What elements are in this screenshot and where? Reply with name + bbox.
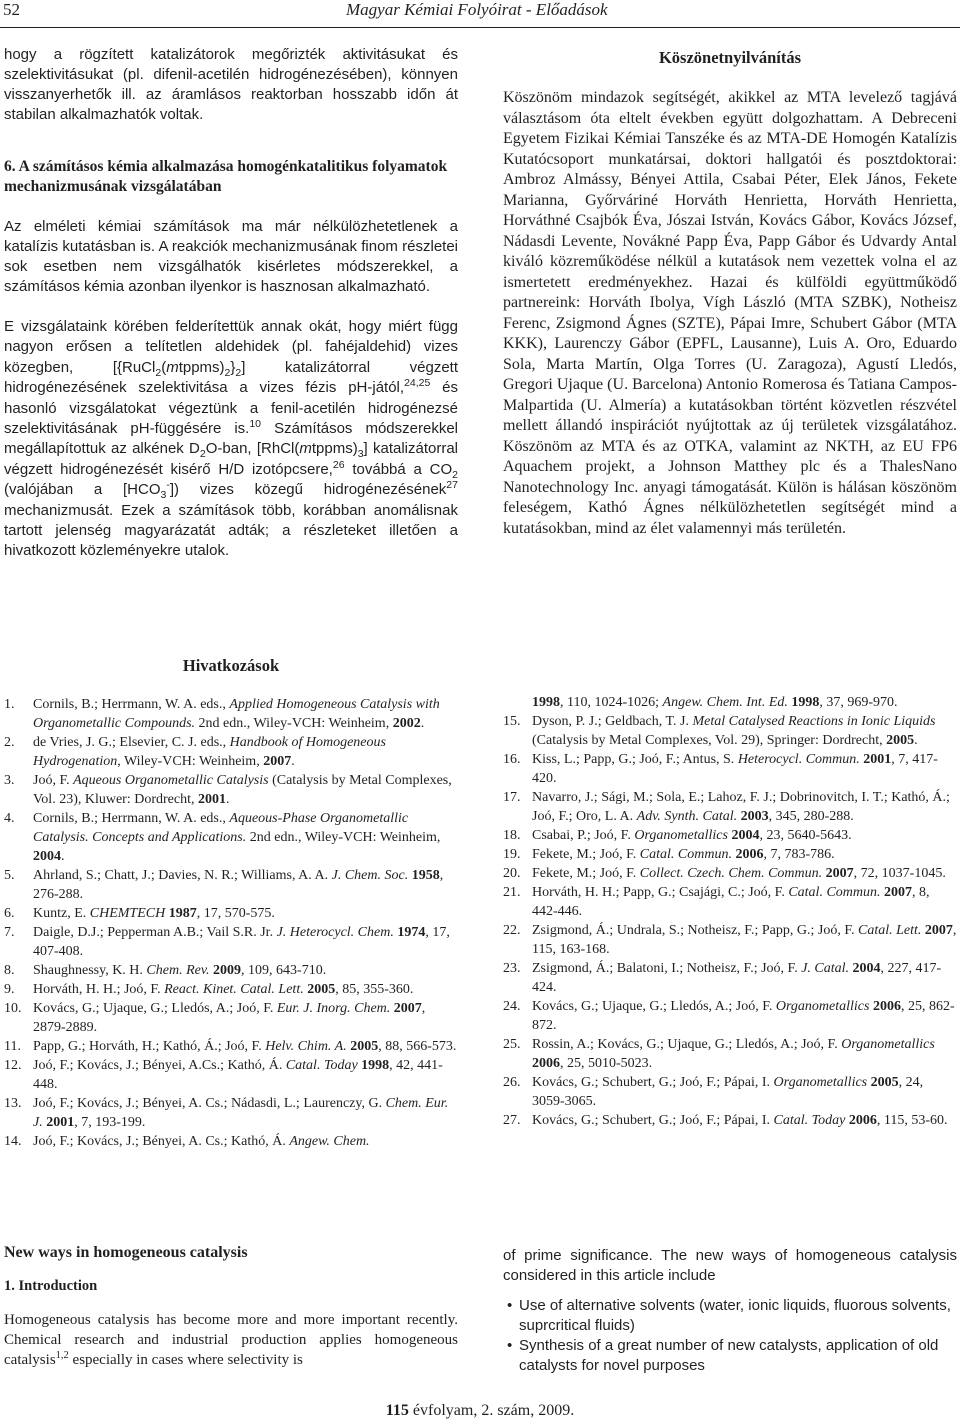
references-right: [503, 693, 957, 1130]
reference-item: [4, 771, 458, 809]
page-number: 52: [3, 0, 20, 19]
journal-title: Magyar Kémiai Folyóirat - Előadások: [346, 0, 608, 19]
reference-number: 25.: [503, 1037, 521, 1052]
reference-text: Zsigmond, Á.; Balatoni, I.; Notheisz, F.; Joó, F. J. Catal. 2004, 227, 417-424.: [532, 961, 942, 995]
reference-item: [4, 980, 458, 999]
introduction-paragraph: Homogeneous catalysis has become more and more important recently. Chemical research and industrial production applies homogeneous catalysis$^{1,2}$ especially in cases where selectivity is: [4, 1312, 458, 1368]
reference-number: 19.: [503, 847, 521, 862]
reference-number: 8.: [4, 963, 15, 978]
reference-number: 23.: [503, 961, 521, 976]
reference-item: [4, 733, 458, 771]
reference-text: Csabai, P.; Joó, F. Organometallics 2004, 23, 5640-5643.: [532, 828, 852, 843]
reference-number: 26.: [503, 1075, 521, 1090]
reference-text: Navarro, J.; Sági, M.; Sola, E.; Lahoz, F. J.; Dobrinovitch, I. T.; Kathó, Á.; Joó, F.; Oro, L. A. Adv. Synth. Catal. 2003, 345, 280-288.: [532, 790, 950, 824]
reference-item: [503, 883, 957, 921]
page-footer: [0, 1402, 960, 1420]
reference-item: [4, 1094, 458, 1132]
bullet-item: [507, 1336, 957, 1376]
reference-text: Daigle, D.J.; Pepperman A.B.; Vail S.R. Jr. J. Heterocycl. Chem. 1974, 17, 407-408.: [33, 925, 450, 959]
reference-number: 14.: [4, 1134, 22, 1149]
reference-number: 5.: [4, 868, 15, 883]
reference-number: 20.: [503, 866, 521, 881]
acknowledgements-text: Köszönöm mindazok segítségét, akikkel az MTA levelező tagjává választásom óta eltelt években együtt dolgozhattam. A Debreceni Egyetem Fizikai Kémiai Tanszéke és az MTA-DE Homogén Katalízis Kutatócsoport munkatársai, doktori hallgatói és posztdoktorai: Ambroz Almássy, Bényei Attila, Csabai Péter, Elek János, Fekete Marianna, Győrváriné Horváth Henrietta, Horváth Henrietta, Horváthné Csajbók Éva, Jószai István, Kovács Gábor, Kovács József, Nádasdi Levente, Novákné Papp Éva, Papp Gábor és Udvardy Antal kiváló közreműködése nélkül a kutatások nem vezettek volna el az ismertetett eredményekhez. Hazai és külföldi együttműködő partnereink: Horváth Ibolya, Vígh László (MTA SZBK), Notheisz Ferenc, Zsigmond Ágnes (SZTE), Pápai Imre, Schubert Gábor (MTA KKK), Laurenczy Gábor (EPFL, Lausanne), Luis A. Oro, Eduardo Sola, Marta Martín, Olga Torres (U. Zaragoza), Agustí Lledós, Gregori Ujaque (U. Barcelona) Antonio Romerosa és Tatiana Campos-Malpartida (U. Almería) a kutatásokban történt közvetlen részvétel mellett állandó inspirációt nyújtottak az új területek vizsgálatához. Köszönöm az MTA és az OTKA, valamint az NKTH, az EU FP6 Aquachem projekt, a Johnson Matthey plc és a ThalesNano Nanotechnology Inc. anyagi támogatását. Külön is hálásan köszönöm feleségem, Kathó Ágnes nélkülözhetetlen segítségét mind a kutatásokban, mind az élet valamennyi más területén.: [503, 89, 957, 537]
reference-text: Kovács, G.; Ujaque, G.; Lledós, A.; Joó, F. Organometallics 2006, 25, 862-872.: [532, 999, 955, 1033]
page-header: [0, 0, 960, 32]
reference-text: Joó, F.; Kovács, J.; Bényei, A. Cs.; Nádasdi, L.; Laurenczy, G. Chem. Eur. J. 2001, 7, 193-199.: [33, 1096, 449, 1130]
reference-item: [503, 1111, 957, 1130]
reference-text: Papp, G.; Horváth, H.; Kathó, Á.; Joó, F. Helv. Chim. A. 2005, 88, 566-573.: [33, 1039, 457, 1054]
references-title: Hivatkozások: [182, 656, 280, 675]
acknowledgements-title: Köszönetnyilvánítás: [658, 48, 802, 67]
intro-paragraph: hogy a rögzített katalizátorok megőrizték aktivitásukat és szelektivitásukat (pl. difenil-acetilén hidrogénezésében), könnyen visszanyerhetők ill. az áramlásos reaktorban hosszabb időn át stabilan alkalmazhatók voltak.: [4, 46, 458, 123]
reference-item: [4, 1132, 458, 1151]
reference-text: Ahrland, S.; Chatt, J.; Davies, N. R.; Williams, A. A. J. Chem. Soc. 1958, 276-288.: [33, 868, 444, 902]
references-header: [4, 656, 458, 676]
reference-text: Horváth, H. H.; Papp, G.; Csajági, C.; Joó, F. Catal. Commun. 2007, 8, 442-446.: [532, 885, 930, 919]
reference-text: Rossin, A.; Kovács, G.; Ujaque, G.; Lledós, A.; Joó, F. Organometallics 2006, 25, 5010-5023.: [532, 1037, 935, 1071]
reference-14-continuation: 1998, 110, 1024-1026; Angew. Chem. Int. Ed. 1998, 37, 969-970.: [532, 695, 898, 710]
bullet-icon: •: [507, 1297, 513, 1314]
reference-number: 3.: [4, 773, 15, 788]
reference-number: 13.: [4, 1096, 22, 1111]
reference-item: [503, 997, 957, 1035]
section-6-title: 6. A számításos kémia alkalmazása homogénkatalitikus folyamatok mechanizmusának vizsgálatában: [4, 158, 448, 195]
reference-number: 10.: [4, 1001, 22, 1016]
volume-number: 115: [385, 1402, 409, 1419]
references-left: [4, 695, 458, 1151]
reference-text: de Vries, J. G.; Elsevier, C. J. eds., Handbook of Homogeneous Hydrogenation, Wiley-VCH: Weinheim, 2007.: [33, 735, 386, 769]
reference-number: 7.: [4, 925, 15, 940]
english-bullet-list: [503, 1296, 957, 1376]
bullet-icon: •: [507, 1337, 513, 1354]
reference-item: [4, 923, 458, 961]
reference-text: Joó, F.; Kovács, J.; Bényei, A.Cs.; Kathó, Á. Catal. Today 1998, 42, 441-448.: [33, 1058, 443, 1092]
reference-item: [503, 959, 957, 997]
issue-info: évfolyam, 2. szám, 2009.: [408, 1402, 575, 1419]
reference-number: 16.: [503, 752, 521, 767]
reference-item: [503, 1035, 957, 1073]
introduction-heading: 1. Introduction: [4, 1278, 98, 1294]
reference-number: 11.: [4, 1039, 21, 1054]
reference-item: [4, 866, 458, 904]
reference-text: Shaughnessy, K. H. Chem. Rev. 2009, 109, 643-710.: [33, 963, 327, 978]
reference-item: [503, 921, 957, 959]
reference-item: [503, 788, 957, 826]
bullet-text: Use of alternative solvents (water, ionic liquids, fluorous solvents, suprcritical fluids): [519, 1297, 951, 1334]
reference-number: 27.: [503, 1113, 521, 1128]
reference-text: Kovács, G.; Schubert, G.; Joó, F.; Pápai, I. Catal. Today 2006, 115, 53-60.: [532, 1113, 948, 1128]
right-column-acknowledgements: [503, 48, 957, 539]
reference-text: Fekete, M.; Joó, F. Collect. Czech. Chem. Commun. 2007, 72, 1037-1045.: [532, 866, 946, 881]
reference-text: Zsigmond, Á.; Undrala, S.; Notheisz, F.; Papp, G.; Joó, F. Catal. Lett. 2007, 115, 163-168.: [532, 923, 957, 957]
reference-item: [503, 826, 957, 845]
reference-item: [4, 999, 458, 1037]
english-right: [503, 1246, 957, 1376]
left-column-body: [4, 45, 458, 562]
reference-number: 2.: [4, 735, 15, 750]
reference-text: Fekete, M.; Joó, F. Catal. Commun. 2006, 7, 783-786.: [532, 847, 835, 862]
reference-number: 24.: [503, 999, 521, 1014]
reference-item: [4, 695, 458, 733]
bullet-item: [507, 1296, 957, 1336]
reference-item: [4, 1056, 458, 1094]
reference-number: 4.: [4, 811, 15, 826]
reference-item: [503, 845, 957, 864]
reference-number: 21.: [503, 885, 521, 900]
english-title: New ways in homogeneous catalysis: [4, 1244, 248, 1261]
english-right-paragraph: of prime significance. The new ways of homogeneous catalysis considered in this article include: [503, 1247, 957, 1284]
reference-text: Kovács, G.; Ujaque, G.; Lledós, A.; Joó, F. Eur. J. Inorg. Chem. 2007, 2879-2889.: [33, 1001, 426, 1035]
reference-text: Kovács, G.; Schubert, G.; Joó, F.; Pápai, I. Organometallics 2005, 24, 3059-3065.: [532, 1075, 924, 1109]
reference-number: 6.: [4, 906, 15, 921]
reference-text: Joó, F. Aqueous Organometallic Catalysis (Catalysis by Metal Complexes, Vol. 23), Kluwer: Dordrecht, 2001.: [33, 773, 452, 807]
references-list-left: [4, 695, 458, 1151]
english-left: [4, 1243, 458, 1370]
reference-number: 1.: [4, 697, 15, 712]
reference-text: Cornils, B.; Herrmann, W. A. eds., Aqueous-Phase Organometallic Catalysis. Concepts and Applications. 2nd edn., Wiley-VCH: Weinheim, 2004.: [33, 811, 441, 864]
reference-item: [4, 1037, 458, 1056]
reference-item: [503, 1073, 957, 1111]
header-rule: [0, 27, 960, 28]
reference-number: 22.: [503, 923, 521, 938]
reference-text: Kiss, L.; Papp, G.; Joó, F.; Antus, S. Heterocycl. Commun. 2001, 7, 417-420.: [532, 752, 938, 786]
reference-text: Kuntz, E. CHEMTECH 1987, 17, 570-575.: [33, 906, 275, 921]
references-list-right: [503, 712, 957, 1130]
reference-text: Joó, F.; Kovács, J.; Bényei, A. Cs.; Kathó, Á. Angew. Chem.: [33, 1134, 370, 1149]
reference-item: [503, 864, 957, 883]
reference-item: [4, 809, 458, 866]
reference-text: Cornils, B.; Herrmann, W. A. eds., Applied Homogeneous Catalysis with Organometallic Compounds. 2nd edn., Wiley-VCH: Weinheim, 2002.: [33, 697, 440, 731]
reference-item: [503, 750, 957, 788]
reference-number: 9.: [4, 982, 15, 997]
reference-number: 15.: [503, 714, 521, 729]
bullet-text: Synthesis of a great number of new catalysts, application of old catalysts for novel purposes: [519, 1337, 939, 1374]
reference-item: [4, 961, 458, 980]
reference-number: 17.: [503, 790, 521, 805]
section-6-paragraph-2: E vizsgálataink körében felderítettük annak okát, hogy miért függ nagyon erősen a telítetlen aldehidek (pl. fahéjaldehid) vizes közegben, $[\{RuCl_2(mtppms)_2\}_2]$ katalizátorral végzett hidrogénezésének szelektivitása a vizes fézis pH-jától,$^{24,25}$ és hasonló vizsgálatokat végeztünk a fenil-acetilén hidrogénezsé szelektivitásának pH-függésére is.$^{10}$ Számításos módszerekkel megállapítottuk az alkének $D_2O$-ban, $[RhCl(mtppms)_3]$ katalizátorral végzett hidrogénezését kisérő H/D izotópcsere,$^{26}$ továbbá a $CO_2$ (valójában a $[HCO_3^-]$) vizes közegű hidrogénezésének$^{27}$ mechanizmusát. Ezek a számítások több, korábban anomálisnak tartott jelenség magyarázatát adták; a részleteket illetően a hivatkozott közleményekre utalok.: [4, 318, 459, 560]
section-6-paragraph-1: Az elméleti kémiai számítások ma már nélkülözhetetlenek a katalízis kutatásban is. A reakciók mechanizmusának finom részletei sok esetben nem vizsgálhatók kisérletes módszerekkel, a számításos kémia azonban ilyenkor is hasznosan alkalmazható.: [4, 218, 458, 295]
reference-item: [4, 904, 458, 923]
reference-item: [503, 712, 957, 750]
reference-text: Dyson, P. J.; Geldbach, T. J. Metal Catalysed Reactions in Ionic Liquids (Catalysis by Metal Complexes, Vol. 29), Springer: Dordrecht, 2005.: [532, 714, 936, 748]
reference-text: Horváth, H. H.; Joó, F. React. Kinet. Catal. Lett. 2005, 85, 355-360.: [33, 982, 414, 997]
reference-number: 12.: [4, 1058, 22, 1073]
reference-number: 18.: [503, 828, 521, 843]
